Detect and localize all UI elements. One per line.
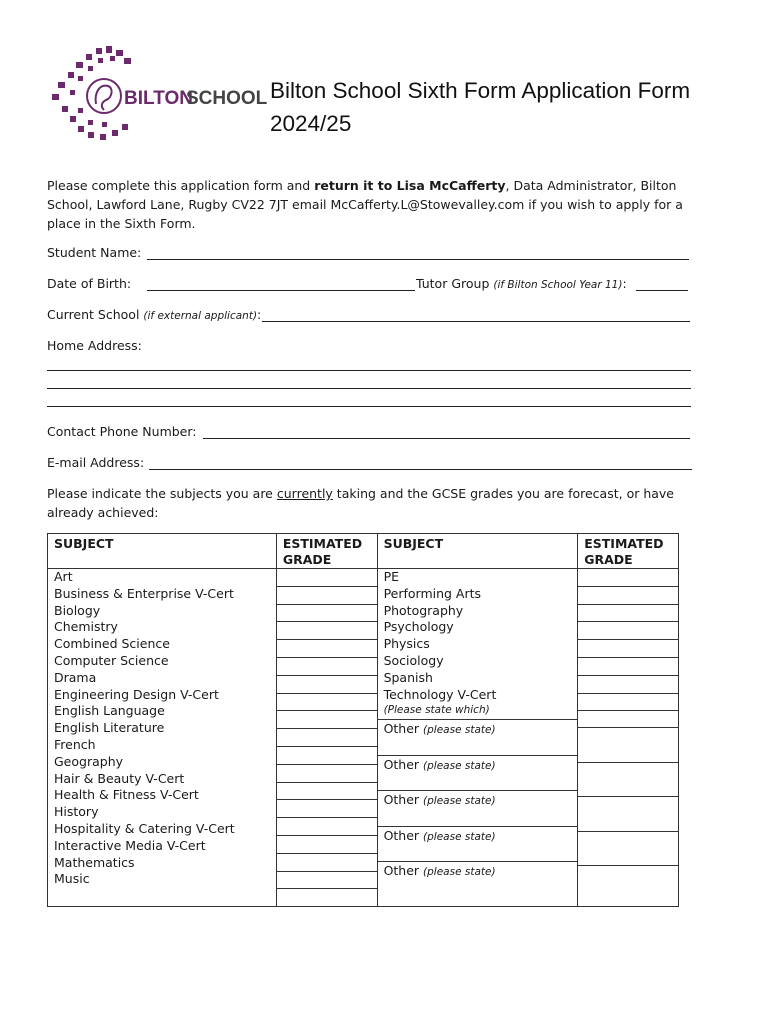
logo-burst-icon	[52, 46, 131, 140]
logo-text-bilton: BILTON	[124, 88, 193, 109]
email-field[interactable]	[149, 469, 692, 470]
grade-input[interactable]	[277, 605, 377, 623]
subjects-table	[47, 533, 679, 907]
email-label: E-mail Address:	[47, 455, 145, 470]
list-item: Business & Enterprise V-Cert	[54, 585, 234, 601]
header-subject-right: SUBJECT	[377, 534, 578, 569]
list-item: English Literature	[54, 720, 165, 736]
list-item: Interactive Media V-Cert	[54, 837, 206, 853]
grade-input[interactable]	[578, 640, 678, 658]
list-item: Health & Fitness V-Cert	[54, 787, 199, 803]
header-grade-right: ESTIMATED GRADE	[578, 534, 679, 569]
other-subject-row[interactable]: Other (please state)	[378, 720, 578, 756]
phone-field[interactable]	[203, 438, 690, 439]
grade-input[interactable]	[277, 836, 377, 854]
list-item: Combined Science	[54, 636, 170, 652]
grade-input[interactable]	[277, 800, 377, 818]
grade-input[interactable]	[277, 676, 377, 694]
grade-input[interactable]	[578, 832, 678, 867]
grade-input[interactable]	[277, 889, 377, 906]
list-item: Computer Science	[54, 652, 169, 668]
list-item: Music	[54, 871, 90, 887]
grade-input[interactable]	[277, 872, 377, 890]
grade-input[interactable]	[578, 587, 678, 605]
grade-input[interactable]	[277, 818, 377, 836]
intro-paragraph: Please complete this application form and return it to Lisa McCafferty, Data Administrator, Bilton School, Lawford Lane, Rugby CV22 7JT email McCafferty.L@Stowevalley.com if you wish to apply for a place in the Sixth Form.	[47, 178, 683, 231]
other-subject-row[interactable]: Other (please state)	[378, 791, 578, 827]
grade-input[interactable]	[277, 765, 377, 783]
grade-input[interactable]	[277, 622, 377, 640]
list-item: Engineering Design V-Cert	[54, 686, 219, 702]
list-item: Chemistry	[54, 619, 118, 635]
grade-input[interactable]	[578, 605, 678, 623]
address-line-1[interactable]	[47, 370, 691, 371]
grade-input[interactable]	[277, 640, 377, 658]
list-item: Spanish	[383, 669, 433, 685]
grade-input[interactable]	[277, 783, 377, 801]
grade-input[interactable]	[277, 711, 377, 729]
grade-input[interactable]	[578, 711, 678, 728]
grade-input[interactable]	[277, 854, 377, 872]
subjects-instructions: Please indicate the subjects you are currently taking and the GCSE grades you are forecast, or have already achieved:	[47, 486, 675, 520]
list-item: PE	[383, 569, 399, 584]
grade-input[interactable]	[277, 569, 377, 587]
left-subject-list	[48, 569, 277, 907]
grade-input[interactable]	[578, 676, 678, 694]
list-item: Hospitality & Catering V-Cert	[54, 820, 235, 836]
grade-input[interactable]	[578, 797, 678, 832]
technology-note: (Please state which)	[378, 703, 578, 720]
grade-input[interactable]	[578, 763, 678, 798]
grade-input[interactable]	[277, 747, 377, 765]
list-item: Drama	[54, 669, 97, 685]
student-name-field[interactable]	[147, 259, 689, 260]
list-item: French	[54, 736, 96, 752]
current-school-label: Current School (if external applicant):	[47, 307, 262, 322]
right-grade-column	[578, 569, 679, 907]
header-subject-left: SUBJECT	[48, 534, 277, 569]
list-item: Hair & Beauty V-Cert	[54, 770, 185, 786]
grade-input[interactable]	[277, 587, 377, 605]
address-line-2[interactable]	[47, 388, 691, 389]
list-item: Psychology	[383, 619, 454, 635]
grade-input[interactable]	[578, 694, 678, 712]
list-item: Photography	[383, 602, 464, 618]
page-title: Bilton School Sixth Form Application Form 2024/25	[270, 78, 691, 136]
list-item: Performing Arts	[383, 585, 482, 601]
grade-input[interactable]	[277, 729, 377, 747]
other-subject-row[interactable]: Other (please state)	[383, 863, 496, 879]
left-grade-column	[276, 569, 377, 907]
list-item: Geography	[54, 753, 124, 769]
header-grade-left: ESTIMATED GRADE	[276, 534, 377, 569]
grade-input[interactable]	[578, 622, 678, 640]
dob-field[interactable]	[147, 290, 415, 291]
phone-label: Contact Phone Number:	[47, 424, 197, 439]
address-line-3[interactable]	[47, 406, 691, 407]
grade-input[interactable]	[277, 658, 377, 676]
list-item: Physics	[383, 636, 430, 652]
school-logo	[48, 44, 268, 144]
grade-input[interactable]	[578, 866, 678, 900]
list-item: Art	[54, 569, 73, 584]
other-subject-row[interactable]: Other (please state)	[378, 827, 578, 863]
tutor-group-label: Tutor Group (if Bilton School Year 11):	[416, 276, 627, 291]
list-item: Mathematics	[54, 854, 135, 870]
grade-input[interactable]	[578, 569, 678, 587]
list-item: History	[54, 804, 99, 820]
grade-input[interactable]	[578, 658, 678, 676]
current-school-field[interactable]	[262, 321, 690, 322]
student-name-label: Student Name:	[47, 245, 142, 260]
grade-input[interactable]	[578, 728, 678, 763]
other-subject-row[interactable]: Other (please state)	[378, 756, 578, 792]
home-address-label: Home Address:	[47, 338, 142, 353]
list-item: Biology	[54, 602, 101, 618]
right-subject-list	[377, 569, 578, 907]
grade-input[interactable]	[277, 694, 377, 712]
logo-text-school: SCHOOL	[186, 88, 268, 109]
list-item: Sociology	[383, 652, 444, 668]
dob-label: Date of Birth:	[47, 276, 132, 291]
list-item: English Language	[54, 703, 165, 719]
tutor-group-field[interactable]	[636, 290, 688, 291]
list-item: Technology V-Cert	[383, 686, 497, 702]
